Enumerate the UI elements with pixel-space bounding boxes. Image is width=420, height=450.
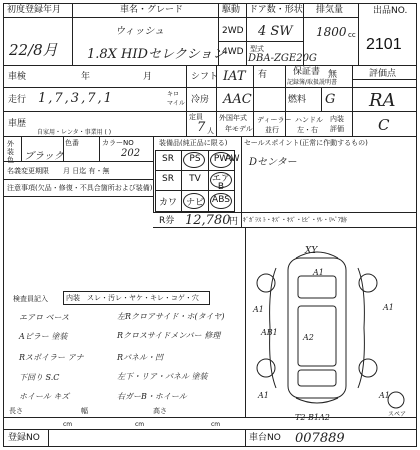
dealer-label: ディーラー [257,116,292,124]
import-year-sub: 年モデル [225,125,253,133]
drive-4wd: 4WD [222,47,244,57]
note-1: エアロ ベース [19,313,70,322]
vin-label: 車台NO [249,433,281,443]
drive-label: 駆動 [222,5,241,15]
cc-unit: cc [348,31,356,39]
handle-sub: 左・右 [297,126,318,134]
equip-abs-circle [210,193,232,209]
note-2: Aピラー 塗装 [19,332,68,341]
displacement-label: 排気量 [316,5,344,15]
dealer-sub: 並行 [265,126,279,134]
grade-value: 1.8X HIDセレクション [87,47,226,62]
height-cm: cm [211,421,221,428]
displacement-value: 1800 [316,25,347,39]
damage-legend: ｷﾞｶﾞﾗｽ ﾄ・ｷｽﾞ・ｷｽﾞ・ﾋﾋﾞ・ﾜﾚ・ﾘﾍﾟｱ跡 [243,217,347,224]
shift-label: シフト [191,72,219,82]
equip-navi: ナビ [185,198,204,208]
width-cm: cm [135,421,145,428]
r-seat-value: 12,780 [185,213,231,228]
mileage-label: 走行 [8,95,27,105]
model-type-label: 型式 [250,45,264,53]
warranty-label: 保証書 [293,67,321,77]
sales-point-label: セールスポイント(正常に作動するもの) [244,139,368,147]
diag-label-xy: XY [305,246,318,256]
spare-label: スペア [388,411,407,418]
interior-sub: 評価 [330,125,344,133]
capacity-label: 定員 [189,113,203,121]
equip-sr: SR [162,154,174,164]
lot-label: 出品NO. [373,6,408,16]
score-label: 評価点 [369,69,397,79]
note-4: 下回り S.C [19,373,60,382]
auction-inspection-sheet [3,3,417,447]
mileage-value: 1,7,3,7,1 [38,91,114,106]
km-unit: キロ [167,91,180,98]
color-code-label: カラーNO [102,139,134,147]
width-label: 幅 [81,407,88,415]
handle-label: ハンドル [295,116,323,124]
equip-aw: AW [225,154,240,164]
inspector-interior-label: 内装 [66,294,80,302]
equip-ps: PS [189,154,201,164]
equip-airbag: エアB [211,174,230,192]
note-right-3: Rパネル・凹 [117,353,164,362]
length-cm: cm [63,421,73,428]
capacity-unit: 人 [207,127,214,135]
inspector-label: 検査員記入 [13,295,48,303]
inspection-year-unit: 年 [81,72,91,82]
diag-label-a1-top: A1 [313,268,324,277]
exterior-label: 外装色 [7,140,14,164]
history-options: 自家用・レンタ・事業用 ( ) [37,129,112,136]
note-right-5: 右ガーB・ホイール [117,392,187,401]
diag-label-a1-right: A1 [383,303,394,312]
equip-navi-circle [183,193,205,209]
equip-pw-circle [210,152,232,168]
note-right-4: 左下・リア・パネル 塗装 [117,372,208,381]
color-number-label: 色番 [65,139,79,147]
registration-label: 登録NO [8,433,40,443]
interior-value: C [378,116,390,134]
first-reg-value: 22/8月 [9,41,58,59]
reg-expire-options: 月 日迄 有・無 [63,167,110,175]
inspector-interior-options: スレ・汚レ・ヤケ・キレ・コゲ・穴 [87,294,199,302]
shift-value: IAT [223,69,246,84]
diag-label-a1-left: A1 [253,305,264,314]
diag-label-rear: T2 B1A2 [295,413,330,422]
import-year-label: 外国年式 [219,114,247,122]
note-right-1: 左Rクロアサイド・ホ(タイヤ) [117,312,225,321]
fuel-value: G [325,92,336,107]
note-3: Rスポイラー アナ [19,353,84,362]
lot-value: 2101 [366,36,402,53]
diag-label-a1-bottom: A1 [258,391,269,400]
note-5: ホイール キズ [19,392,70,401]
doors-value: 4 SW [258,24,293,39]
equip-abs: ABS [212,195,230,205]
doors-shape-label: ドア数・形状 [249,5,303,15]
equipment-label: 装備品(純正品に限る) [159,139,228,147]
length-label: 長さ [9,407,23,415]
score-value: RA [369,90,396,111]
model-grade-label: 車名・グレード [120,5,184,15]
first-reg-label: 初度登録年月 [7,5,62,15]
diag-label-a1-bottom-right: A1 [379,391,390,400]
equip-tv: TV [189,174,201,184]
cautions-label: 注意事項(欠品・修復・不具合箇所および装備) [7,184,153,192]
height-label: 高さ [153,407,167,415]
model-type-value: DBA-ZGE20G [248,53,317,64]
warranty-yes: 有 [258,70,268,80]
warranty-sub: 記録簿/取扱説明書 [287,79,338,86]
fuel-label: 燃料 [288,95,307,105]
mile-unit: マイル [167,100,185,107]
equip-sr-2: SR [162,174,174,184]
color-value: ブラック [24,151,64,162]
interior-label: 内装 [330,115,344,123]
warranty-no: 無 [328,70,338,80]
equip-pw: PW [213,154,229,164]
equip-leather: カワ [158,198,177,208]
diag-label-ab1: AB1 [261,328,278,337]
car-damage-diagram [246,228,416,418]
sales-point-value: Dセンター [249,157,297,168]
ac-value: AAC [223,92,252,107]
equip-ps-circle [183,152,205,168]
equip-airbag-circle [210,172,232,188]
vin-value: 007889 [295,431,345,446]
inspection-label: 車検 [8,72,27,82]
reg-expire-label: 名義変更期限 [7,167,49,175]
capacity-value: 7 [197,120,206,135]
r-seat-unit: 円 [229,217,239,227]
diag-label-a2: A2 [303,333,314,342]
drive-2wd: 2WD [222,26,244,36]
model-value: ウィッシュ [115,26,165,37]
r-seat-label: R券 [159,216,175,226]
ac-label: 冷房 [191,95,210,105]
color-code-value: 202 [121,148,141,159]
history-label: 車歴 [8,119,27,129]
note-right-2: Rクロスサイドメンバー 修理 [117,331,221,340]
inspection-month-unit: 月 [143,72,153,82]
